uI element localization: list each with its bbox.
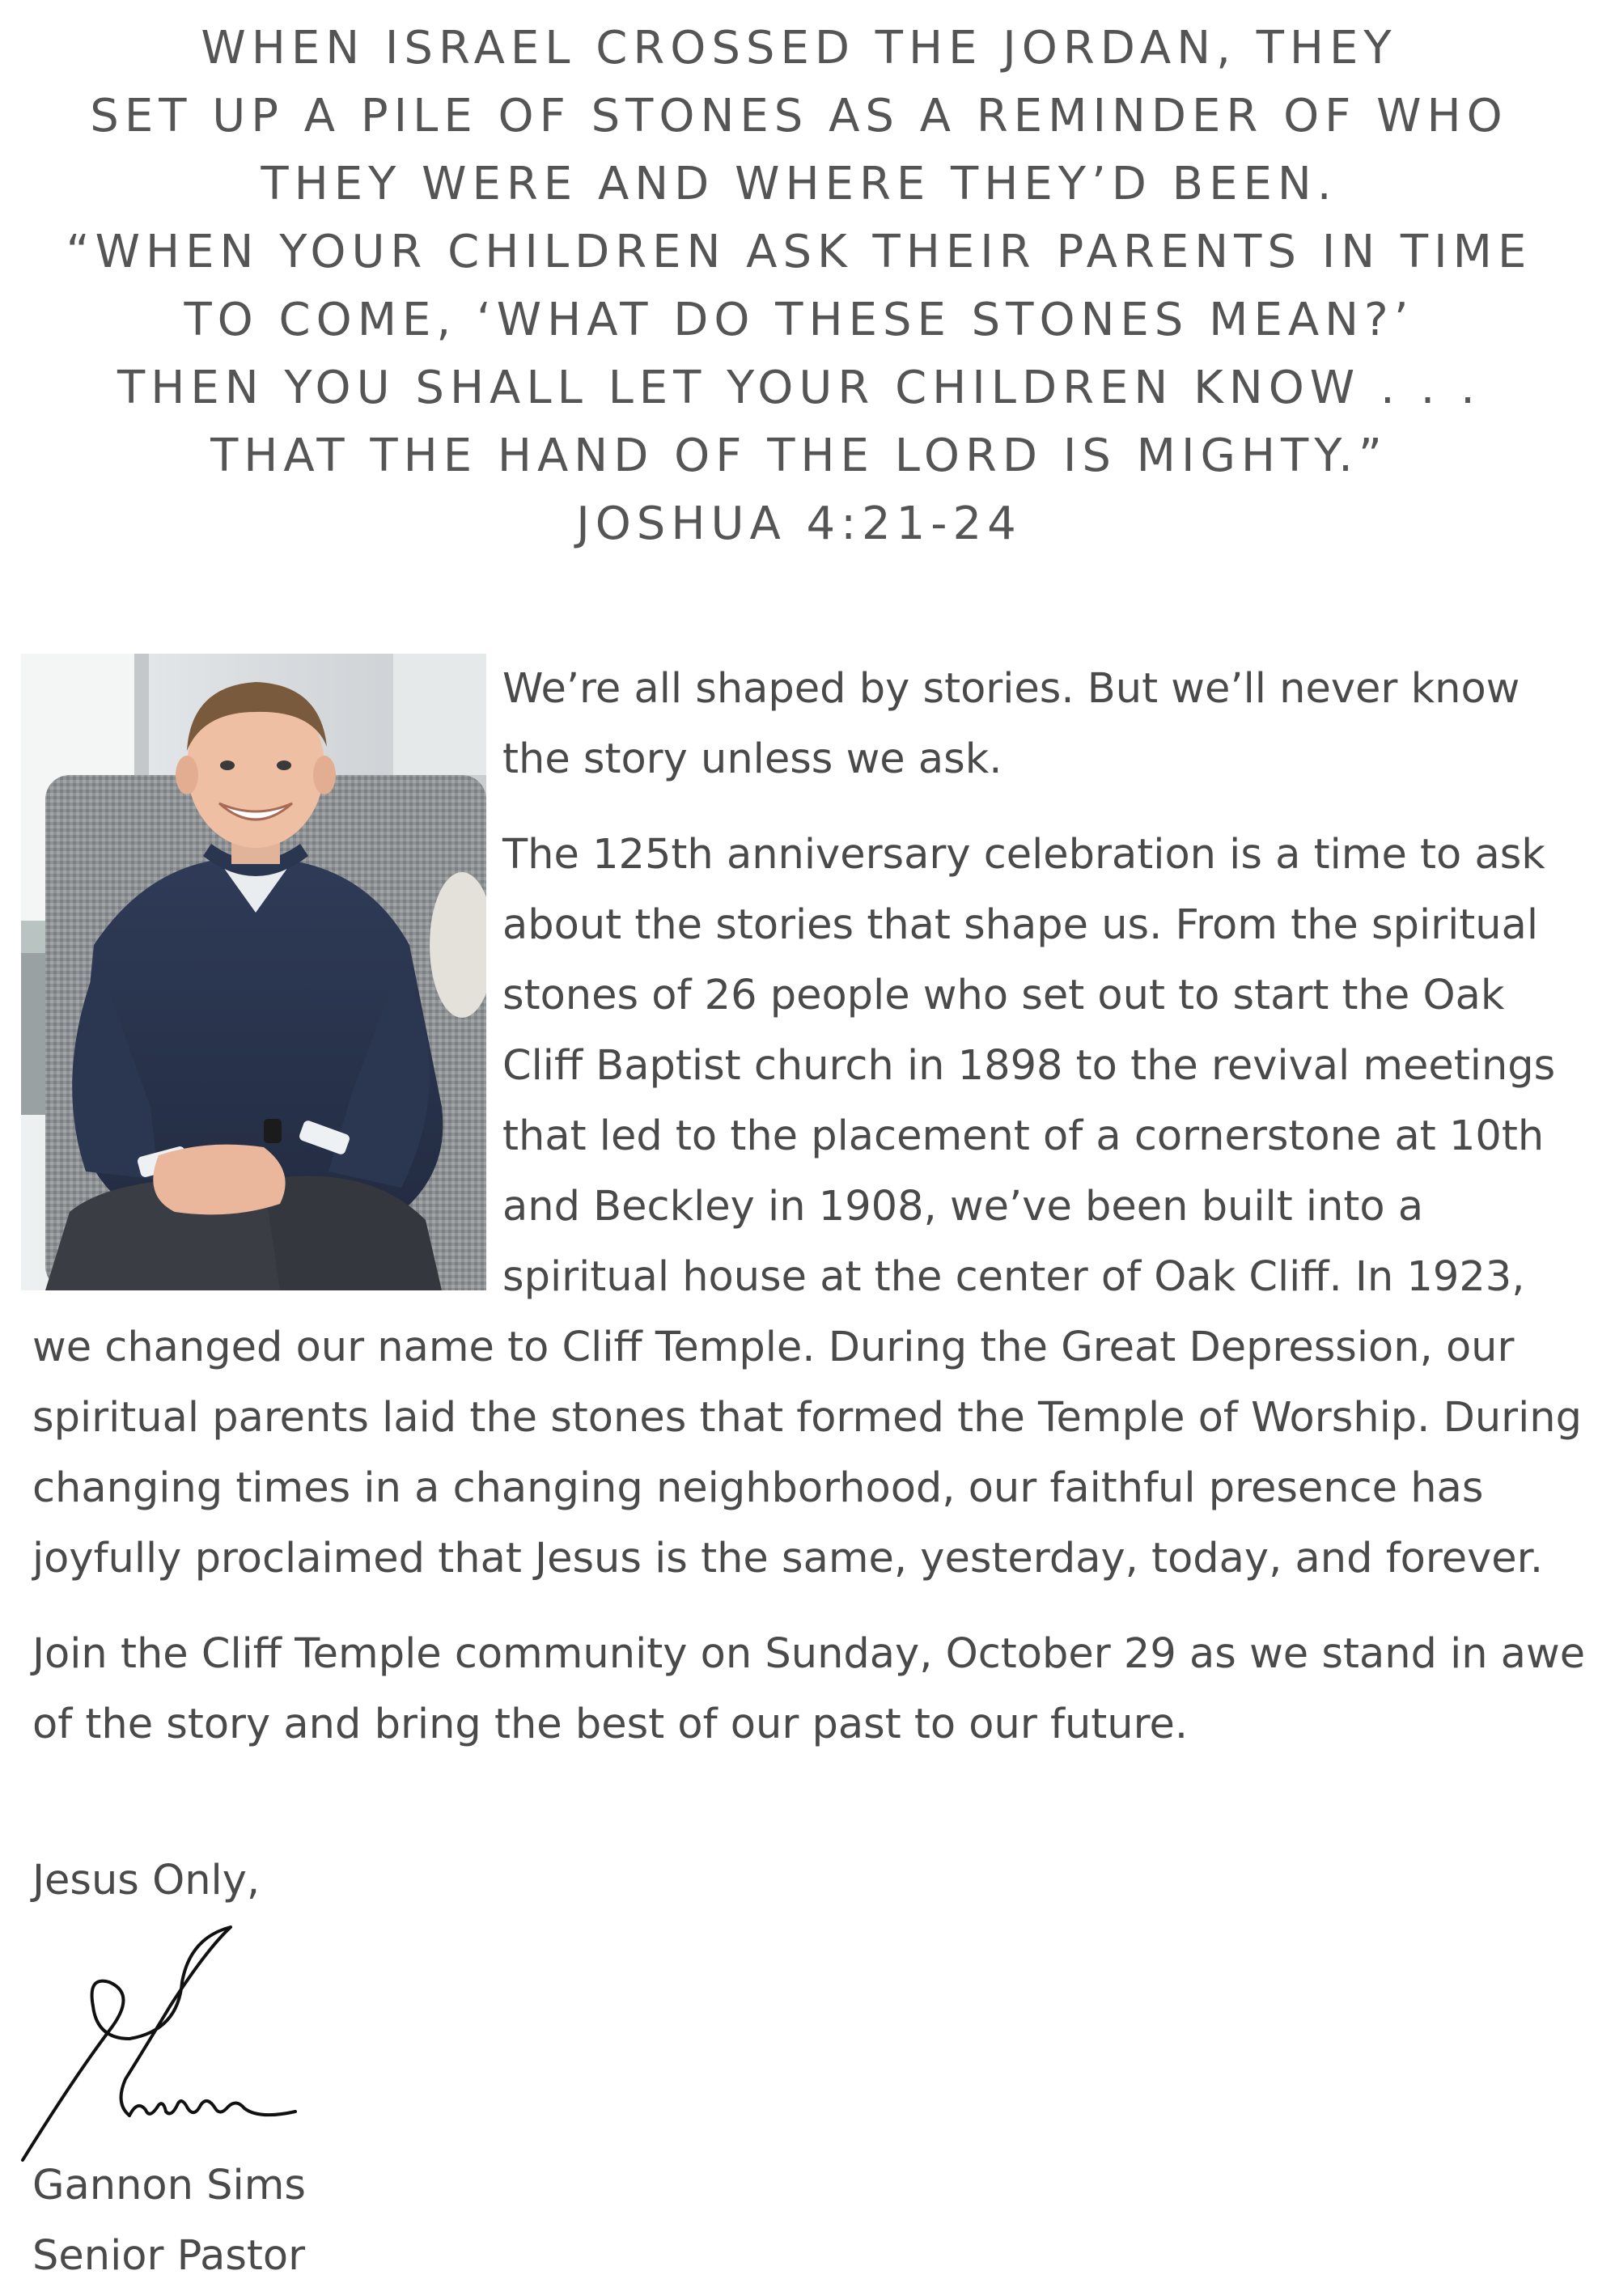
scripture-line: THAT THE HAND OF THE LORD IS MIGHTY.” <box>210 430 1388 482</box>
signer-name: Gannon Sims <box>32 2162 306 2209</box>
signature-image <box>16 1917 307 2168</box>
scripture-line: SET UP A PILE OF STONES AS A REMINDER OF WHO <box>90 90 1508 142</box>
scripture-reference: JOSHUA 4:21-24 <box>576 498 1022 550</box>
scripture-line: THEY WERE AND WHERE THEY’D BEEN. <box>261 158 1337 210</box>
photo-spacer <box>32 654 502 1290</box>
scripture-line: “WHEN YOUR CHILDREN ASK THEIR PARENTS IN TIME <box>66 226 1532 278</box>
scripture-line: WHEN ISRAEL CROSSED THE JORDAN, THEY <box>201 22 1397 74</box>
letter-paragraph-intro: We’re all shaped by stories. But we’ll never know the story unless we ask. <box>502 665 1520 783</box>
letter-body <box>32 654 1586 1785</box>
scripture-line: TO COME, ‘WHAT DO THESE STONES MEAN?’ <box>184 294 1414 346</box>
signature-drawing <box>16 1917 307 2168</box>
letter-paragraph-history: The 125th anniversary celebration is a time to ask about the stories that shape us. From the spiritual stones of 26 people who set out to start the Oak Cliff Baptist church in 1898 to the revival meetings that led to the placement of a cornerstone at 10th and Beckley in 1908, we’ve been built into a spiritual house at the center of Oak Cliff. In 1923, we changed our name to Cliff Temple. During the Great Depression, our spiritual parents laid the stones that formed the Temple of Worship. During changing times in a changing neighborhood, our faithful presence has joyfully proclaimed that Jesus is the same, yesterday, today, and forever. <box>32 831 1582 1582</box>
signoff-block <box>32 2150 306 2291</box>
letter-paragraph-invitation: Join the Cliff Temple community on Sunday, October 29 as we stand in awe of the story and bring the best of our past to our future. <box>32 1630 1586 1748</box>
scripture-quote <box>0 15 1598 558</box>
letter-closing: Jesus Only, <box>32 1857 261 1904</box>
signer-title: Senior Pastor <box>32 2232 306 2280</box>
scripture-line: THEN YOU SHALL LET YOUR CHILDREN KNOW . . . <box>117 362 1481 414</box>
